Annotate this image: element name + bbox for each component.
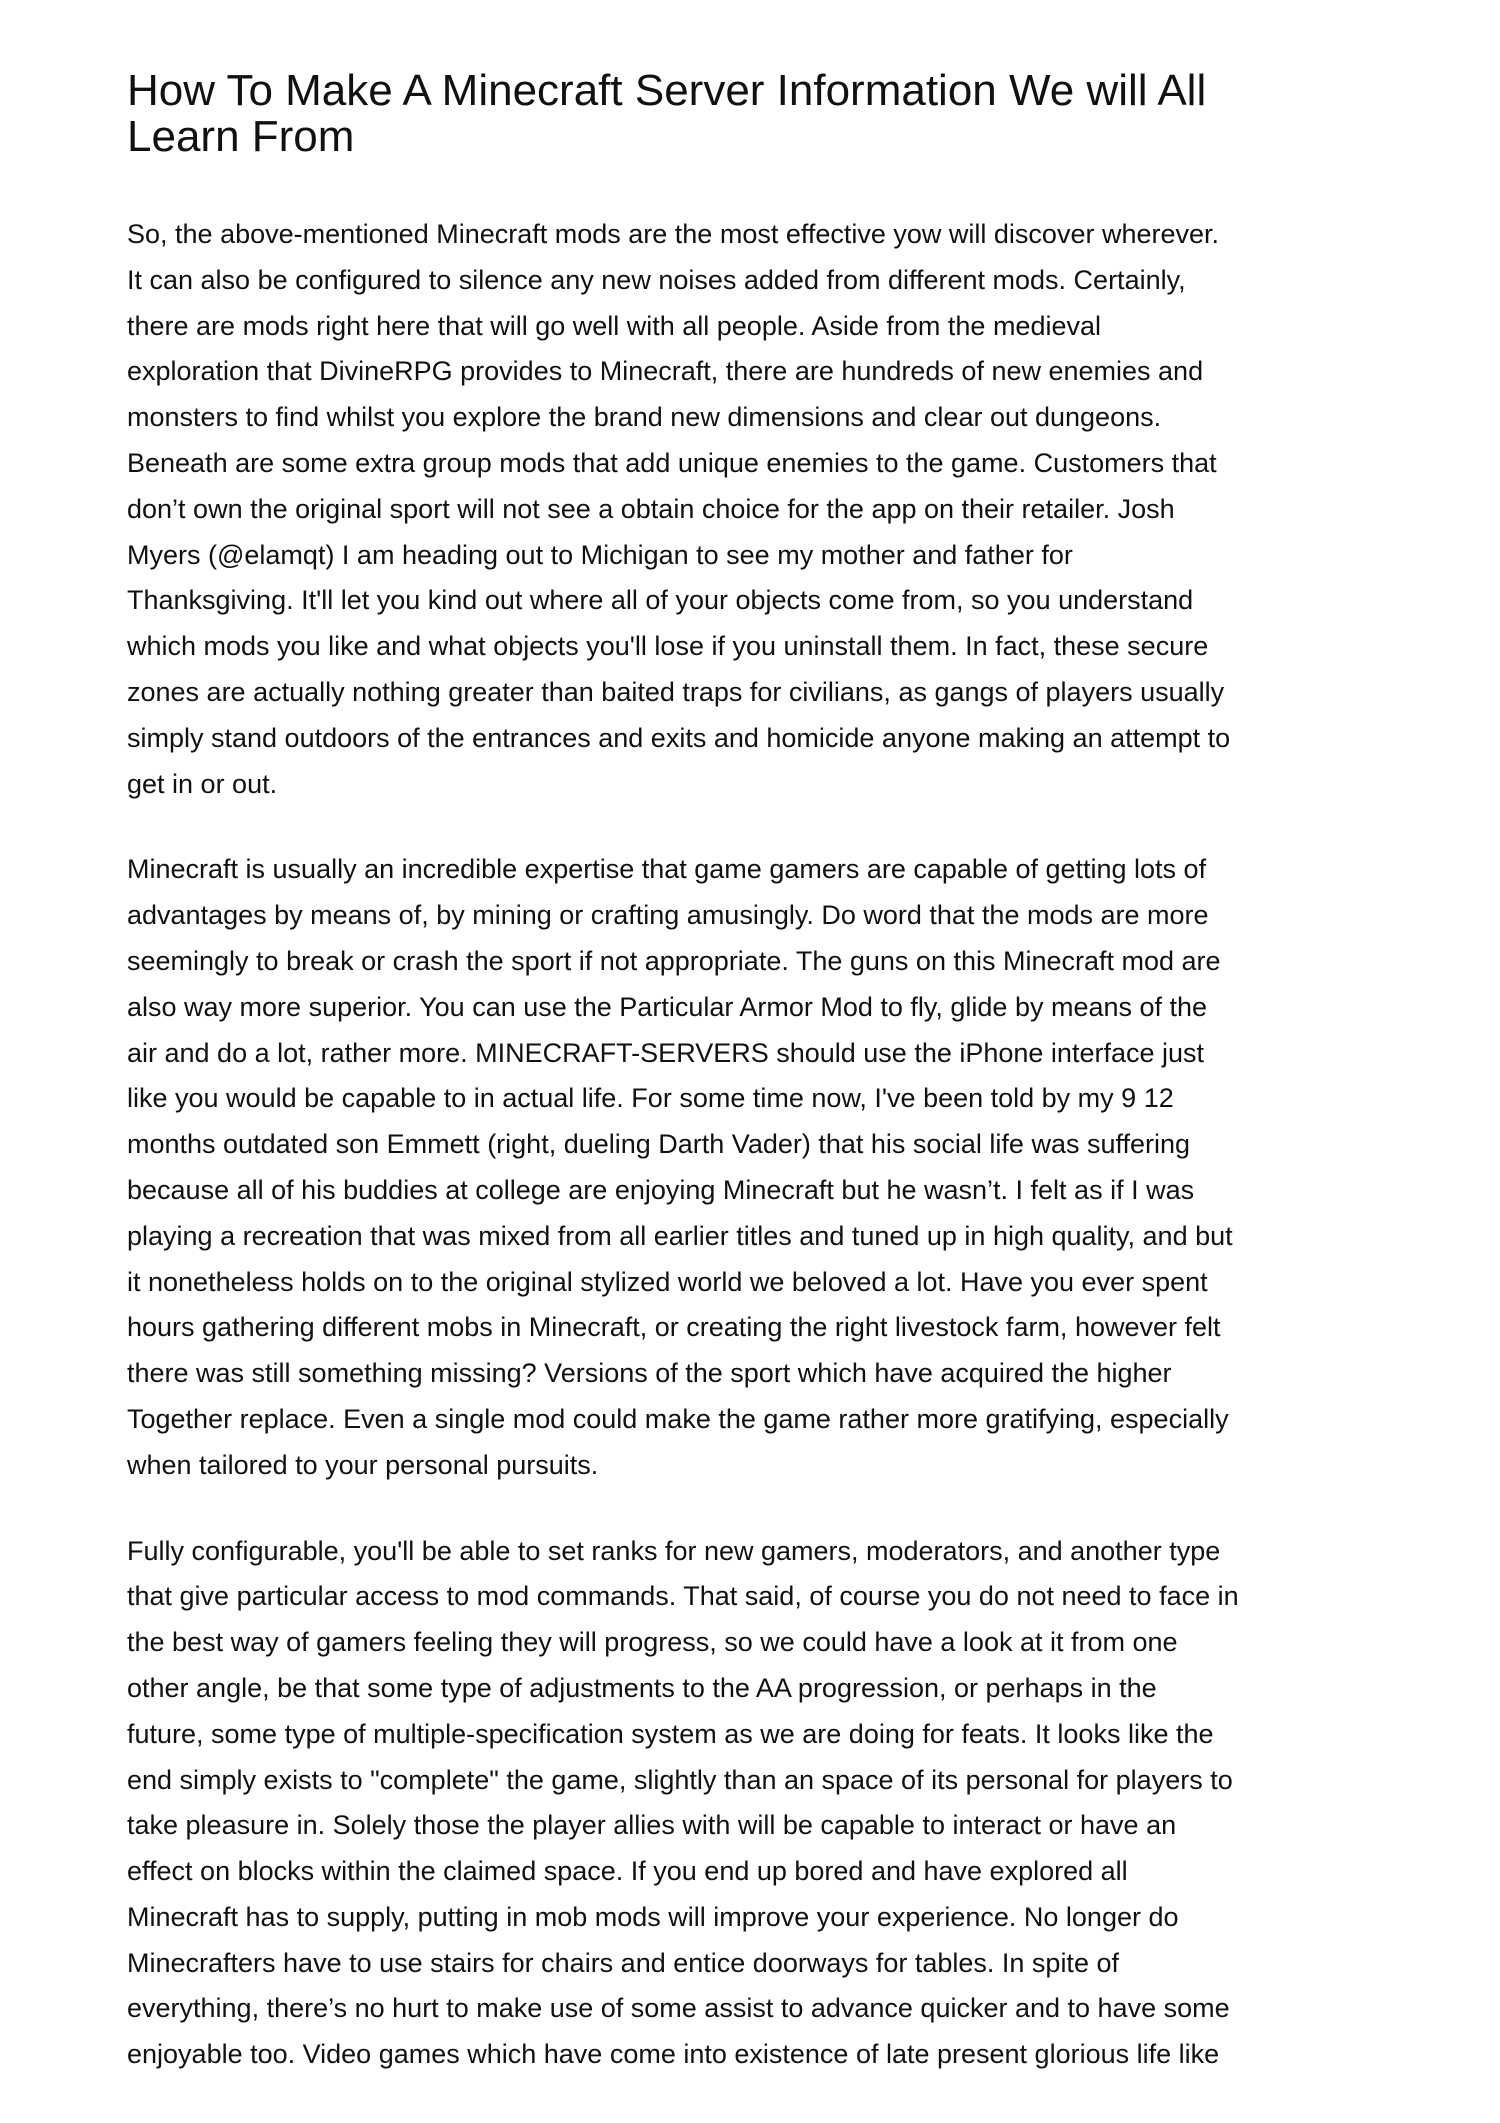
text-line: Together replace. Even a single mod could make the game rather more gratifying, especially [127, 1403, 1229, 1434]
text-line: that give particular access to mod commands. That said, of course you do not need to face in [127, 1581, 1239, 1612]
text-line: everything, there’s no hurt to make use of some assist to advance quicker and to have some [127, 1993, 1230, 2024]
text-line: effect on blocks within the claimed space. If you end up bored and have explored all [127, 1856, 1128, 1887]
text-line: Minecraft is usually an incredible expertise that game gamers are capable of getting lots of [127, 854, 1207, 885]
text-line: get in or out. [127, 768, 278, 799]
paragraph [127, 847, 1387, 1488]
text-line: Myers (@elamqt) I am heading out to Michigan to see my mother and father for [127, 539, 1073, 570]
paragraph [127, 1529, 1387, 2079]
title-line: How To Make A Minecraft Server Information We will All [127, 66, 1207, 115]
text-line: don’t own the original sport will not see a obtain choice for the app on their retailer. Josh [127, 493, 1175, 524]
text-line: Minecraft has to supply, putting in mob mods will improve your experience. No longer do [127, 1901, 1179, 1932]
article-body [127, 212, 1387, 2118]
text-line: there are mods right here that will go well with all people. Aside from the medieval [127, 310, 1101, 341]
text-line: like you would be capable to in actual life. For some time now, I've been told by my 9 12 [127, 1083, 1174, 1114]
text-line: exploration that DivineRPG provides to Minecraft, there are hundreds of new enemies and [127, 356, 1204, 387]
text-line: take pleasure in. Solely those the player allies with will be capable to interact or have an [127, 1810, 1177, 1841]
text-line: there was still something missing? Versions of the sport which have acquired the higher [127, 1358, 1172, 1389]
text-line: because all of his buddies at college are enjoying Minecraft but he wasn’t. I felt as if I was [127, 1174, 1195, 1205]
text-line: hours gathering different mobs in Minecraft, or creating the right livestock farm, however felt [127, 1312, 1221, 1343]
text-line: playing a recreation that was mixed from all earlier titles and tuned up in high quality, and but [127, 1220, 1233, 1251]
text-line: Thanksgiving. It'll let you kind out where all of your objects come from, so you understand [127, 585, 1194, 616]
page-title [127, 68, 1206, 160]
text-line: the best way of gamers feeling they will progress, so we could have a look at it from one [127, 1627, 1178, 1658]
text-line: future, some type of multiple-specification system as we are doing for feats. It looks like the [127, 1718, 1214, 1749]
text-line: seemingly to break or crash the sport if not appropriate. The guns on this Minecraft mod are [127, 945, 1221, 976]
text-line: it nonetheless holds on to the original stylized world we beloved a lot. Have you ever spent [127, 1266, 1208, 1297]
text-line: simply stand outdoors of the entrances and exits and homicide anyone making an attempt to [127, 722, 1231, 753]
text-line: air and do a lot, rather more. MINECRAFT-SERVERS should use the iPhone interface just [127, 1037, 1205, 1068]
text-line: So, the above-mentioned Minecraft mods are the most effective yow will discover wherever. [127, 219, 1220, 249]
text-line: zones are actually nothing greater than baited traps for civilians, as gangs of players usually [127, 676, 1225, 707]
text-line: months outdated son Emmett (right, dueling Darth Vader) that his social life was suffering [127, 1129, 1191, 1160]
text-line: also way more superior. You can use the Particular Armor Mod to fly, glide by means of the [127, 991, 1208, 1022]
paragraph [127, 212, 1387, 807]
text-line: other angle, be that some type of adjustments to the AA progression, or perhaps in the [127, 1672, 1157, 1703]
text-line: Minecrafters have to use stairs for chairs and entice doorways for tables. In spite of [127, 1947, 1119, 1978]
text-line: enjoyable too. Video games which have come into existence of late present glorious life like [127, 2039, 1220, 2070]
text-line: It can also be configured to silence any new noises added from different mods. Certainly, [127, 264, 1186, 295]
title-line: Learn From [127, 112, 355, 161]
text-line: end simply exists to "complete" the game, slightly than an space of its personal for players to [127, 1764, 1233, 1795]
text-line: which mods you like and what objects you'll lose if you uninstall them. In fact, these secure [127, 631, 1209, 662]
text-line: when tailored to your personal pursuits. [127, 1449, 599, 1480]
text-line: monsters to find whilst you explore the brand new dimensions and clear out dungeons. [127, 402, 1162, 433]
text-line: Beneath are some extra group mods that add unique enemies to the game. Customers that [127, 447, 1217, 478]
text-line: advantages by means of, by mining or crafting amusingly. Do word that the mods are more [127, 900, 1209, 931]
text-line: Fully configurable, you'll be able to set ranks for new gamers, moderators, and another type [127, 1535, 1221, 1566]
